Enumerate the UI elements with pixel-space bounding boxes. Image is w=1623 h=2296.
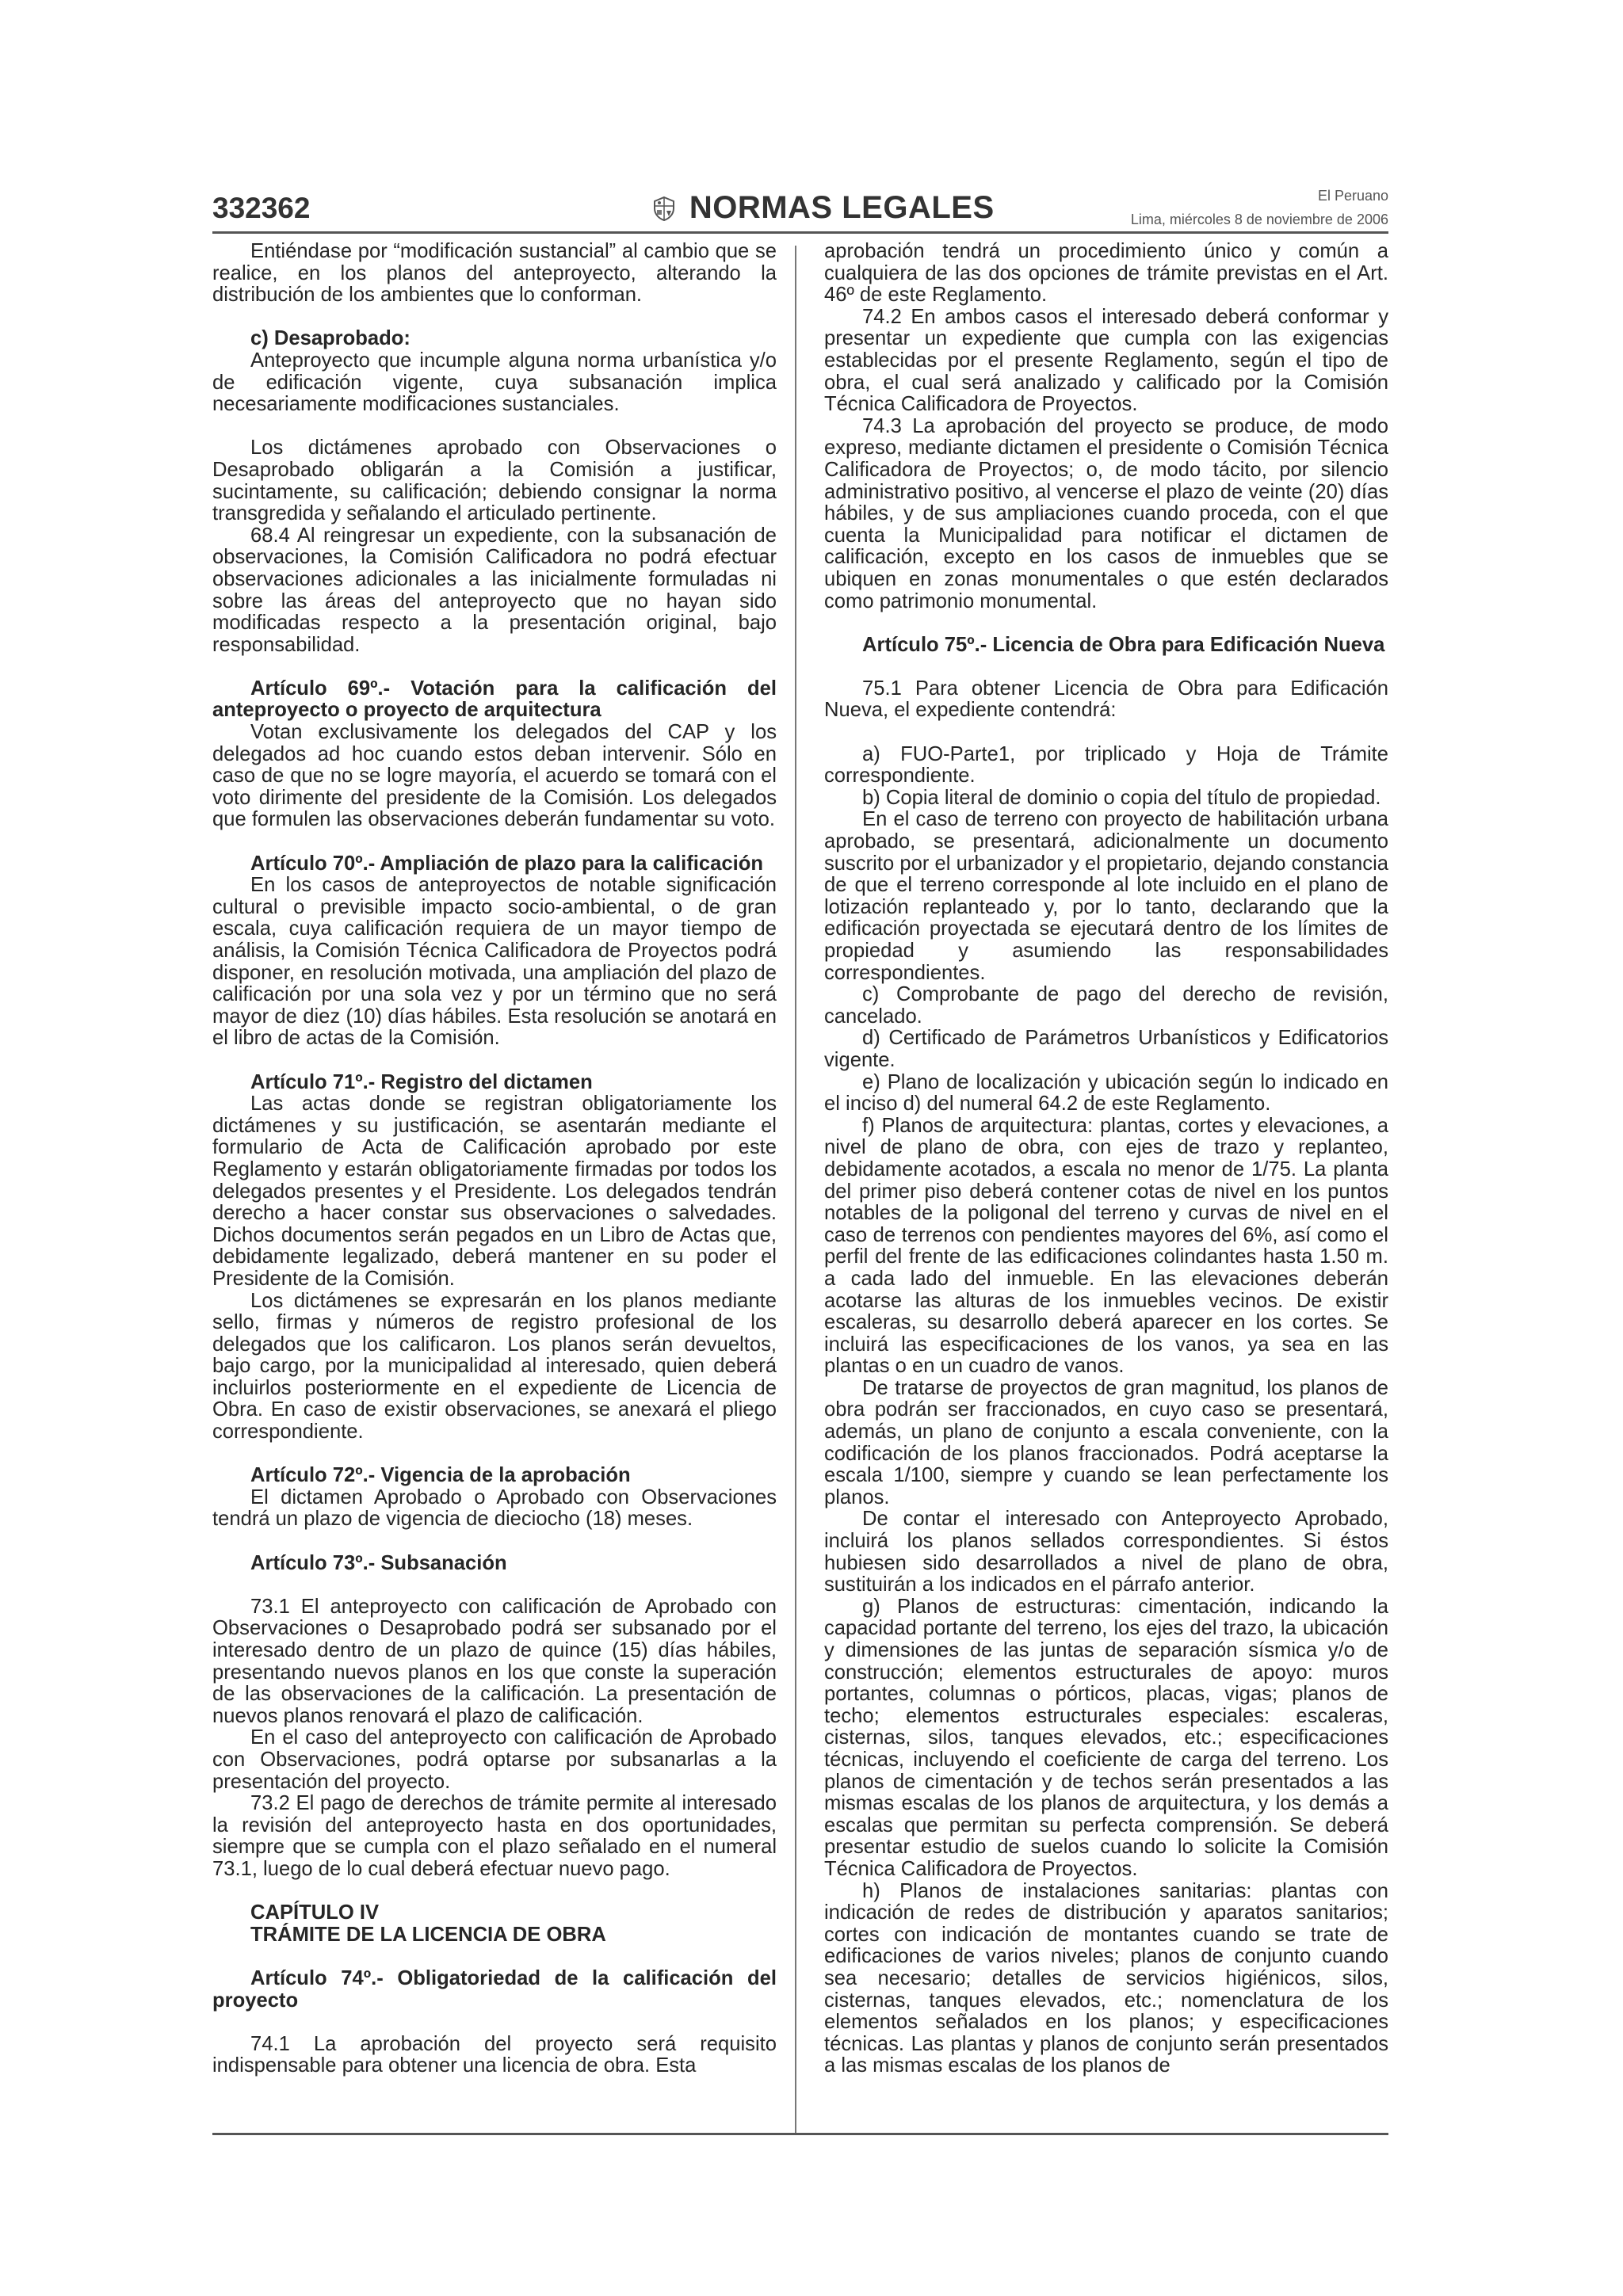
publication-date: Lima, miércoles 8 de noviembre de 2006 [1130,212,1388,227]
article-heading: TRÁMITE DE LA LICENCIA DE OBRA [250,1923,606,1946]
paragraph: De tratarse de proyectos de gran magnitud, los planos de obra podrán ser fraccionados, en cuyo caso se presentará, además, un plano de conjunto a escala conveniente, con la codificación de los planos fraccionados. Podrá aceptarse la escala 1/100, siempre y cuando se lean perfectamente los planos. [824,1376,1388,1508]
paragraph: Las actas donde se registran obligatoriamente los dictámenes y su justificación, se asentarán mediante el formulario de Acta de Calificación aprobado por este Reglamento y estarán obligatoriamente firmadas por todos los delegados presentes y el Presidente. Los delegados tendrán derecho a hacer constar sus observaciones o salvedades. Dichos documentos serán pegados en un Libro de Actas que, debidamente legalizado, deberá mantener en su poder el Presidente de la Comisión. [212,1093,777,1290]
article-heading: Artículo 74º.- Obligatoriedad de la calificación del proyecto [212,1966,777,2012]
footer-rule [212,2133,1388,2135]
paragraph: 74.3 La aprobación del proyecto se produce, de modo expreso, mediante dictamen el presidente o Comisión Técnica Calificadora de Proyectos; o, de modo tácito, por silencio administrativo positivo, al vencerse el plazo de veinte (20) días hábiles, y de sus ampliaciones cuando proceda, con el que cuenta la Municipalidad para notificar el dictamen de calificación, excepto en los casos de inmuebles que se ubiquen en zonas monumentales o que estén declarados como patrimonio monumental. [824,414,1388,612]
article-heading: Artículo 73º.- Subsanación [250,1551,507,1574]
paragraph: a) FUO-Parte1, por triplicado y Hoja de Trámite correspondiente. [824,742,1388,788]
paragraph: 73.1 El anteproyecto con calificación de Aprobado con Observaciones o Desaprobado podrá ser subsanado por el interesado dentro de un plazo de quince (15) días hábiles, presentando nuevos planos en los que conste la superación de las observaciones de la calificación. La presentación de nuevos planos renovará el plazo de calificación. [212,1595,777,1727]
column-divider [795,246,796,2133]
paragraph: e) Plano de localización y ubicación según lo indicado en el inciso d) del numeral 64.2 de este Reglamento. [824,1070,1388,1116]
coat-of-arms-icon [651,195,678,222]
page-header [212,181,1388,238]
masthead [617,190,1029,226]
paragraph: aprobación tendrá un procedimiento único y común a cualquiera de las dos opciones de trámite previstas en el Art. 46º de este Reglamento. [824,240,1388,307]
paragraph: 75.1 Para obtener Licencia de Obra para Edificación Nueva, el expediente contendrá: [824,677,1388,722]
article-heading: Artículo 75º.- Licencia de Obra para Edificación Nueva [862,633,1385,656]
paragraph: 73.2 El pago de derechos de trámite permite al interesado la revisión del anteproyecto hasta en dos oportunidades, siempre que se cumpla con el plazo señalado en el numeral 73.1, luego de lo cual deberá efectuar nuevo pago. [212,1792,777,1880]
article-heading: Artículo 69º.- Votación para la calificación del anteproyecto o proyecto de arquitectura [212,677,777,722]
paragraph: En el caso del anteproyecto con calificación de Aprobado con Observaciones, podrá optarse por subsanarlas a la presentación del proyecto. [212,1726,777,1793]
paragraph: 68.4 Al reingresar un expediente, con la subsanación de observaciones, la Comisión Calificadora no podrá efectuar observaciones adicionales a las inicialmente formuladas ni sobre las áreas del anteproyecto que no hayan sido modificadas respecto a la presentación original, bajo responsabilidad. [212,524,777,656]
paragraph: d) Certificado de Parámetros Urbanísticos y Edificatorios vigente. [824,1027,1388,1071]
paragraph: Entiéndase por “modificación sustancial” al cambio que se realice, en los planos del anteproyecto, alterando la distribución de los ambientes que lo conforman. [212,240,777,307]
header-right [1131,184,1388,231]
paragraph: En el caso de terreno con proyecto de habilitación urbana aprobado, se presentará, adicionalmente un documento suscrito por el urbanizador y el propietario, dejando constancia de que el terreno corresponde al lote incluido en el plano de lotización replanteado y, por lo tanto, declarando que la edificación proyectada se ejecutará dentro de los límites de propiedad y asumiendo las responsabilidades correspondientes. [824,808,1388,984]
paragraph: b) Copia literal de dominio o copia del título de propiedad. [862,786,1381,809]
article-heading: Artículo 70º.- Ampliación de plazo para la calificación [250,852,763,875]
masthead-title: NORMAS LEGALES [689,190,995,225]
paragraph: c) Comprobante de pago del derecho de revisión, cancelado. [824,983,1388,1028]
right-column [824,241,1388,2077]
paragraph: Los dictámenes se expresarán en los planos mediante sello, firmas y números de registro profesional de los delegados que los calificaron. Los planos serán devueltos, bajo cargo, por la municipalidad al interesado, quien deberá incluirlos posteriormente en el expediente de Licencia de Obra. En caso de existir observaciones, se anexará el pliego correspondiente. [212,1289,777,1444]
paragraph: De contar el interesado con Anteproyecto Aprobado, incluirá los planos sellados correspondientes. Si éstos hubiesen sido desarrollados a nivel de plano de obra, sustituirán a los indicados en el párrafo anterior. [824,1508,1388,1596]
paragraph: 74.2 En ambos casos el interesado deberá conformar y presentar un expediente que cumpla con las exigencias establecidas por el presente Reglamento, según el tipo de obra, el cual será analizado y calificado por la Comisión Técnica Calificadora de Proyectos. [824,305,1388,416]
page-number: 332362 [212,192,311,224]
article-heading: CAPÍTULO IV [250,1901,380,1924]
newspaper-name: El Peruano [1317,188,1388,204]
paragraph: f) Planos de arquitectura: plantas, cortes y elevaciones, a nivel de plano de obra, con ejes de trazo y replanteo, debidamente acotados, a escala no menor de 1/75. La planta del primer piso deberá contener cotas de nivel en los puntos notables de la poligonal del terreno y curvas de nivel en el caso de terrenos con pendientes mayores del 6%, así como el perfil del frente de las edificaciones colindantes hasta 1.50 m. a cada lado del inmueble. En las elevaciones deberán acotarse las alturas de los inmuebles vecinos. De existir escaleras, su desarrollo deberá aparecer en los cortes. Se incluirá las especificaciones de los vanos, ya sea en las plantas o en un cuadro de vanos. [824,1114,1388,1378]
article-heading: Artículo 72º.- Vigencia de la aprobación [250,1464,631,1487]
left-column [212,241,777,2077]
paragraph: En los casos de anteproyectos de notable significación cultural o previsible impacto socio-ambiental, o de gran escala, cuya calificación requiera de un mayor tiempo de análisis, la Comisión Técnica Calificadora de Proyectos podrá disponer, en resolución motivada, una ampliación del plazo de calificación por una sola vez y por un término que no será mayor de diez (10) días hábiles. Esta resolución se anotará en el libro de actas de la Comisión. [212,874,777,1050]
paragraph: El dictamen Aprobado o Aprobado con Observaciones tendrá un plazo de vigencia de dieciocho (18) meses. [212,1486,777,1531]
article-heading: c) Desaprobado: [250,327,411,350]
paragraph: h) Planos de instalaciones sanitarias: plantas con indicación de redes de distribución y aparatos sanitarios; cortes con indicación de montantes cuando se trate de edificaciones de varios niveles; planos de conjunto cuando sea necesario; detalles de servicios higiénicos, silos, cisternas, tanques elevados, etc.; nomenclatura de los elementos señalados en los planos; y especificaciones técnicas. Las plantas y planos de conjunto serán presentados a las mismas escalas de los planos de [824,1879,1388,2077]
paragraph: Votan exclusivamente los delegados del CAP y los delegados ad hoc cuando estos deban intervenir. Sólo en caso de que no se logre mayoría, el acuerdo se tomará con el voto dirimente del presidente de la Comisión. Los delegados que formulen las observaciones deberán fundamentar su voto. [212,721,777,831]
header-rule [212,231,1388,234]
paragraph: Anteproyecto que incumple alguna norma urbanística y/o de edificación vigente, cuya subsanación implica necesariamente modificaciones sustanciales. [212,349,777,416]
paragraph: Los dictámenes aprobado con Observaciones o Desaprobado obligarán a la Comisión a justificar, sucintamente, su calificación; debiendo consignar la norma transgredida y señalando el articulado pertinente. [212,437,777,525]
paragraph: 74.1 La aprobación del proyecto será requisito indispensable para obtener una licencia de obra. Esta [212,2032,777,2077]
article-heading: Artículo 71º.- Registro del dictamen [250,1070,593,1093]
paragraph: g) Planos de estructuras: cimentación, indicando la capacidad portante del terreno, los ejes del trazo, la ubicación y dimensiones de las juntas de separación sísmica y/o de construcción; elementos estructurales de apoyo: muros portantes, columnas o pórticos, placas, vigas; planos de techo; elementos estructurales especiales: escaleras, cisternas, silos, tanques elevados, etc.; especificaciones técnicas, incluyendo el coeficiente de carga del terreno. Los planos de cimentación y de techos serán presentados a las mismas escalas de los planos de arquitectura, y los demás a escalas que permitan su perfecta comprensión. Se deberá presentar estudio de suelos cuando lo solicite la Comisión Técnica Calificadora de Proyectos. [824,1595,1388,1880]
